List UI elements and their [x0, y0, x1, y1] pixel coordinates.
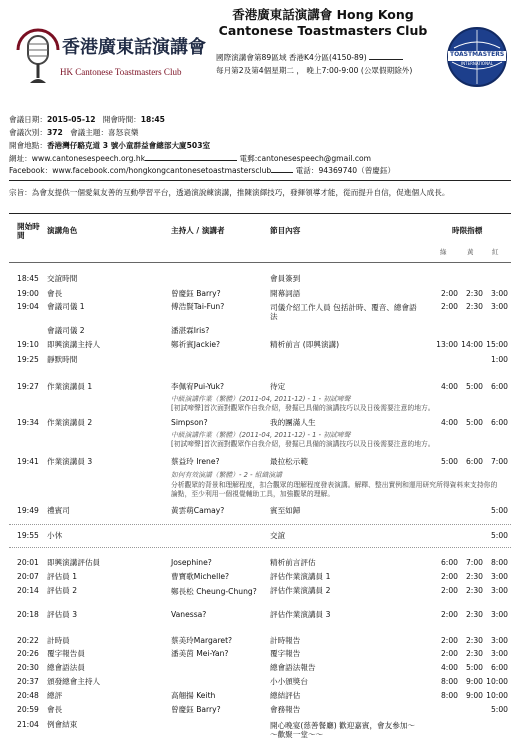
row-role: 評估員 1	[47, 572, 78, 581]
row-timing-yellow: 14:00	[461, 340, 483, 349]
row-timing-red: 6:00	[490, 418, 508, 427]
facebook-label: Facebook：	[9, 166, 53, 175]
row-role: 覆字報告員	[47, 649, 85, 658]
row-role: 會議司儀 2	[47, 326, 85, 335]
row-content: 覆字報告	[270, 649, 301, 658]
meeting-number-line	[9, 129, 514, 138]
table-row	[0, 611, 519, 622]
speech-desc-2: [初試啼聲]首次面對觀眾作自我介紹，發掘已具備的演講技巧以及日後需要注意的地方。	[171, 440, 435, 448]
row-timing-red: 3:00	[490, 572, 508, 581]
row-timing-green: 2:00	[440, 572, 458, 581]
row-timing-yellow: 2:30	[465, 572, 483, 581]
row-timing-yellow: 2:30	[465, 302, 483, 311]
row-timing-red: 1:00	[490, 355, 508, 364]
row-host: 蔡益玲 Irene?	[171, 457, 220, 466]
row-content: 開幕詞語	[270, 289, 301, 298]
row-time: 19:04	[17, 302, 39, 311]
row-role: 計時員	[47, 636, 70, 645]
meeting-start: 18:45	[140, 115, 165, 124]
blank-line	[369, 59, 403, 60]
row-timing-yellow: 9:00	[465, 691, 483, 700]
row-time: 19:10	[17, 340, 39, 349]
table-row	[0, 507, 519, 518]
row-timing-yellow: 9:00	[465, 677, 483, 686]
row-timing-red: 15:00	[486, 340, 508, 349]
row-time: 19:34	[17, 418, 39, 427]
email-label: 電郵:	[239, 154, 258, 163]
row-time: 21:04	[17, 720, 39, 729]
row-timing-green: 6:00	[440, 558, 458, 567]
table-row	[0, 692, 519, 703]
row-timing-red: 10:00	[486, 691, 508, 700]
row-role: 總評	[47, 691, 63, 700]
row-role: 作業演講員 1	[47, 382, 93, 391]
table-row	[0, 290, 519, 301]
row-timing-red: 5:00	[490, 506, 508, 515]
row-role: 會長	[47, 289, 63, 298]
row-content: 司儀介紹工作人員 包括計時、覆音、總會語法	[270, 303, 417, 322]
meeting-number: 372	[46, 128, 63, 137]
number-label: 會議次別：	[9, 128, 47, 137]
timing-yellow-label: 黃	[467, 248, 474, 256]
row-role: 作業演講員 2	[47, 418, 93, 427]
table-row	[0, 720, 519, 740]
row-content: 會務報告	[270, 705, 301, 714]
row-role: 總會語法員	[47, 663, 85, 672]
website-label: 網址：	[9, 154, 32, 163]
row-timing-yellow: 7:00	[465, 558, 483, 567]
blank-line	[271, 172, 293, 173]
row-time: 20:18	[17, 610, 39, 619]
row-host: 曹寶歌Michelle?	[171, 572, 230, 581]
row-timing-red: 3:00	[490, 302, 508, 311]
row-timing-yellow: 2:30	[465, 636, 483, 645]
row-time: 20:14	[17, 586, 39, 595]
table-row	[0, 302, 519, 322]
page-title: 香港廣東話演講會 Hong Kong	[232, 7, 414, 22]
toastmasters-logo	[446, 26, 508, 88]
table-row	[0, 587, 519, 598]
row-time: 20:01	[17, 558, 39, 567]
row-role: 交誼時間	[47, 274, 78, 283]
row-timing-red: 5:00	[490, 705, 508, 714]
meeting-theme: 喜怒哀樂	[108, 128, 139, 137]
row-role: 禮賓司	[47, 506, 70, 515]
row-role: 作業演講員 3	[47, 457, 93, 466]
header-timing: 時限指標	[452, 226, 483, 235]
row-time: 19:00	[17, 289, 39, 298]
row-content: 待定	[270, 382, 286, 391]
row-timing-green: 4:00	[440, 418, 458, 427]
meeting-venue-line	[9, 142, 514, 151]
row-timing-red: 6:00	[490, 382, 508, 391]
row-host: 鄭祈賓Jackie?	[171, 340, 221, 349]
header-role: 演講角色	[47, 226, 78, 235]
divider	[9, 213, 511, 214]
row-timing-yellow: 2:30	[465, 610, 483, 619]
divider	[9, 524, 511, 525]
row-role: 會議司儀 1	[47, 302, 85, 311]
blank-line	[145, 160, 237, 161]
row-role: 評估員 3	[47, 610, 78, 619]
row-timing-green: 2:00	[440, 610, 458, 619]
header-content: 節目內容	[270, 226, 301, 235]
row-content: 開心晚宴(慈善餐廳) 歡迎嘉賓，會友參加～～歡聚一堂～～	[270, 721, 416, 740]
row-timing-red: 8:00	[490, 558, 508, 567]
club-district-text: 國際演講會第89區域 香港K4分區(4150-89)	[216, 53, 367, 62]
row-timing-green: 4:00	[440, 382, 458, 391]
row-time: 20:26	[17, 649, 39, 658]
table-row	[0, 706, 519, 717]
row-timing-red: 3:00	[490, 649, 508, 658]
row-host: 曾慶鈺 Barry?	[171, 289, 221, 298]
row-timing-yellow: 5:00	[465, 663, 483, 672]
row-timing-red: 6:00	[490, 663, 508, 672]
row-timing-red: 3:00	[490, 636, 508, 645]
row-role: 靜默時間	[47, 355, 78, 364]
row-timing-yellow: 2:30	[465, 649, 483, 658]
venue-label: 開會地點：	[9, 141, 47, 150]
table-row	[0, 341, 519, 352]
row-time: 20:48	[17, 691, 39, 700]
header-time: 開始時間	[17, 222, 40, 240]
row-host: Vanessa?	[171, 610, 207, 619]
row-host: 李佩宥Pui-Yuk?	[171, 382, 224, 391]
row-content: 精析前言 (即興演講)	[270, 340, 340, 349]
divider	[9, 547, 511, 548]
row-time: 19:41	[17, 457, 39, 466]
row-content: 評估作業演講員 3	[270, 610, 331, 619]
header-host: 主持人 / 演講者	[171, 226, 225, 235]
table-row	[0, 650, 519, 661]
row-host: 潘美茵 Mei-Yan?	[171, 649, 229, 658]
row-content: 最拉松示範	[270, 457, 308, 466]
row-host: 鄭長松 Cheung-Chung?	[171, 587, 257, 596]
table-row	[0, 327, 519, 338]
timing-red-label: 紅	[492, 248, 499, 256]
row-timing-red: 7:00	[490, 457, 508, 466]
table-row	[0, 419, 519, 430]
speech-desc-3: 分析觀眾的背景和理解程度，扣合觀眾的理解程度發表演講。解釋、整出實例和運用研究所得資料來支持你的論點，至少利用一個視覺輔助工具，加強觀眾的理解。	[171, 481, 498, 498]
row-timing-yellow: 2:30	[465, 289, 483, 298]
row-timing-green: 13:00	[436, 340, 458, 349]
row-timing-red: 10:00	[486, 677, 508, 686]
logo-english-text: HK Cantonese Toastmasters Club	[60, 67, 182, 77]
divider	[9, 180, 511, 181]
row-timing-green: 2:00	[440, 302, 458, 311]
microphone-icon	[14, 28, 62, 88]
row-content: 我的團滿人生	[270, 418, 316, 427]
row-timing-yellow: 5:00	[465, 418, 483, 427]
table-row	[0, 637, 519, 648]
row-timing-red: 5:00	[490, 531, 508, 540]
row-timing-red: 3:00	[490, 610, 508, 619]
row-content: 評估作業演講員 2	[270, 586, 331, 595]
club-logo	[14, 24, 206, 94]
row-content: 總結評估	[270, 691, 301, 700]
row-host: 潘湛霖Iris?	[171, 326, 210, 335]
toastmasters-logo-text: TOASTMASTERS	[450, 51, 505, 58]
club-purpose: 宗旨：為會友提供一個愛氣友善的互動學習平台，透過演說練演講，推陳演繹技巧，發揮領導才能，從而提升自信，促進個人成長。	[9, 188, 450, 197]
row-timing-green: 2:00	[440, 636, 458, 645]
club-schedule-info: 每月第2及第4個星期二 ， 晚上7:00-9:00 (公眾假期除外)	[216, 66, 413, 75]
row-content: 精析前言評估	[270, 558, 316, 567]
table-row	[0, 532, 519, 543]
row-host: 曾慶鈺 Barry?	[171, 705, 221, 714]
meeting-venue: 香港灣仔駱克道 3 號小童群益會總部大廈503室	[46, 141, 211, 150]
table-row	[0, 664, 519, 675]
row-time: 20:30	[17, 663, 39, 672]
row-time: 20:22	[17, 636, 39, 645]
facebook-line	[9, 167, 514, 176]
row-time: 20:07	[17, 572, 39, 581]
row-timing-red: 3:00	[490, 289, 508, 298]
speech-project-1: 中級演講作業（繁體）(2011-04, 2011-12) - 1 - 初試啼聲	[171, 395, 351, 403]
row-role: 頒發總會主持人	[47, 677, 101, 686]
row-role: 即興演講評估員	[47, 558, 101, 567]
table-row	[0, 559, 519, 570]
row-time: 20:59	[17, 705, 39, 714]
row-host: 傅浩賢Tai-Fun?	[171, 302, 225, 311]
row-content: 小小頒獎台	[270, 677, 308, 686]
facebook-link[interactable]: www.facebook.com/hongkongcantonesetoastmastersclub	[52, 166, 272, 175]
row-host: Josephine?	[171, 558, 212, 567]
row-timing-red: 3:00	[490, 586, 508, 595]
row-role: 例會結束	[47, 720, 78, 729]
row-timing-yellow: 5:00	[465, 382, 483, 391]
row-host: 蔡美玲Margaret?	[171, 636, 233, 645]
row-time: 19:27	[17, 382, 39, 391]
club-district-info	[216, 54, 446, 63]
row-time: 19:55	[17, 531, 39, 540]
page-subtitle: Cantonese Toastmasters Club	[218, 23, 428, 38]
row-time: 18:45	[17, 274, 39, 283]
row-content: 計時報告	[270, 636, 301, 645]
timing-green-label: 綠	[440, 248, 447, 256]
row-content: 評估作業演講員 1	[270, 572, 331, 581]
theme-label: 會議主題：	[70, 128, 109, 137]
row-host: Simpson?	[171, 418, 208, 427]
speech-project-2: 中級演講作業（繁體）(2011-04, 2011-12) - 1 - 初試啼聲	[171, 431, 351, 439]
table-row	[0, 678, 519, 689]
row-timing-green: 2:00	[440, 289, 458, 298]
table-row	[0, 383, 519, 394]
row-timing-green: 8:00	[440, 677, 458, 686]
email-link[interactable]: cantonesespeech@gmail.com	[257, 154, 372, 163]
table-row	[0, 275, 519, 286]
table-row	[0, 356, 519, 367]
row-content: 會員簽到	[270, 274, 301, 283]
table-row	[0, 573, 519, 584]
logo-chinese-text: 香港廣東話演講會	[62, 37, 206, 58]
row-timing-yellow: 6:00	[465, 457, 483, 466]
row-timing-yellow: 2:30	[465, 586, 483, 595]
row-role: 會長	[47, 705, 63, 714]
row-timing-green: 8:00	[440, 691, 458, 700]
toastmasters-logo-sub: INTERNATIONAL	[460, 61, 494, 66]
row-content: 總會語法報告	[270, 663, 316, 672]
row-content: 賓至如歸	[270, 506, 301, 515]
divider	[9, 262, 511, 263]
row-role: 小休	[47, 531, 63, 540]
website-line	[9, 155, 514, 164]
row-host: 黃雲萌Camay?	[171, 506, 225, 515]
table-row	[0, 458, 519, 469]
speech-desc-1: [初試啼聲]首次面對觀眾作自我介紹，發掘已具備的演講技巧以及日後需要注意的地方。	[171, 404, 435, 412]
row-timing-green: 2:00	[440, 649, 458, 658]
website-link[interactable]: www.cantonesespeech.org.hk	[31, 154, 146, 163]
row-role: 即興演講主持人	[47, 340, 101, 349]
row-time: 20:37	[17, 677, 39, 686]
speech-project-3: 如何有效演講（繁體）- 2 - 組織演講	[171, 471, 282, 479]
row-role: 評估員 2	[47, 586, 78, 595]
row-timing-green: 5:00	[440, 457, 458, 466]
row-host: 高翹揚 Keith	[171, 691, 216, 700]
row-content: 交誼	[270, 531, 286, 540]
row-time: 19:25	[17, 355, 39, 364]
row-timing-green: 4:00	[440, 663, 458, 672]
meeting-date: 2015-05-12	[46, 115, 96, 124]
date-label: 會議日期：	[9, 115, 47, 124]
start-label: 開會時間：	[102, 115, 141, 124]
row-time: 19:49	[17, 506, 39, 515]
phone-label: 電話：	[295, 166, 319, 175]
meeting-date-line	[9, 116, 514, 125]
row-timing-green: 2:00	[440, 586, 458, 595]
phone-number: 94369740（曾慶鈺）	[318, 166, 396, 175]
